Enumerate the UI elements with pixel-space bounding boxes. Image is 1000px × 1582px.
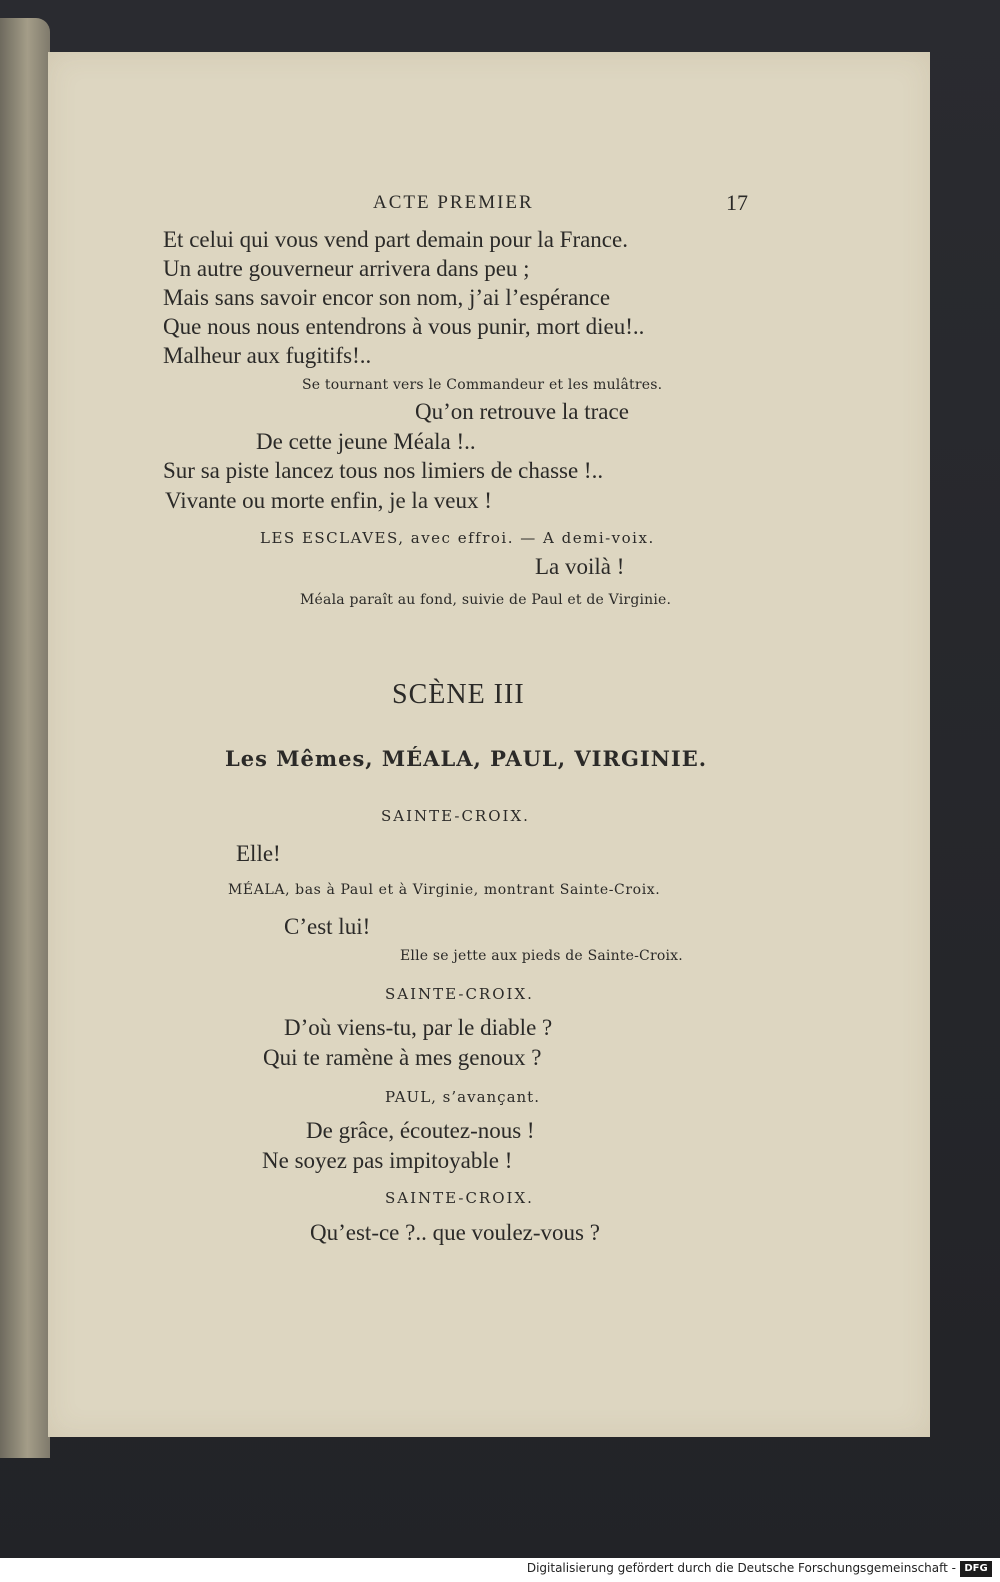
footer-bar <box>0 1558 1000 1582</box>
verse-line: Et celui qui vous vend part demain pour la France. <box>163 227 628 252</box>
verse-line: Qui te ramène à mes genoux ? <box>263 1045 542 1070</box>
speaker-name: SAINTE-CROIX. <box>385 985 534 1003</box>
running-head: ACTE PREMIER <box>373 192 534 213</box>
verse-line: Vivante ou morte enfin, je la veux ! <box>165 488 492 513</box>
verse-line: Qu’est-ce ?.. que voulez-vous ? <box>310 1220 600 1245</box>
verse-line: D’où viens-tu, par le diable ? <box>284 1015 553 1040</box>
verse-line: Que nous nous entendrons à vous punir, mort dieu!.. <box>163 314 645 339</box>
cast-list: Les Mêmes, MÉALA, PAUL, VIRGINIE. <box>225 746 708 771</box>
verse-line: Un autre gouverneur arrivera dans peu ; <box>163 256 530 281</box>
verse-line: Ne soyez pas impitoyable ! <box>262 1148 513 1173</box>
facing-page-edge <box>0 18 50 1458</box>
verse-line: De grâce, écoutez-nous ! <box>306 1118 535 1143</box>
speaker-line: MÉALA, bas à Paul et à Virginie, montrant Sainte-Croix. <box>228 882 661 898</box>
page-number: 17 <box>726 190 748 215</box>
verse-line: De cette jeune Méala !.. <box>256 429 476 454</box>
stage-direction: Se tournant vers le Commandeur et les mulâtres. <box>302 377 663 393</box>
verse-line: La voilà ! <box>535 554 625 579</box>
scene-title: SCÈNE III <box>392 679 525 710</box>
book-page <box>48 52 930 1437</box>
dfg-logo-icon: DFG <box>960 1561 992 1577</box>
stage-direction: Méala paraît au fond, suivie de Paul et de Virginie. <box>300 592 672 608</box>
verse-line: Mais sans savoir encor son nom, j’ai l’espérance <box>163 285 611 310</box>
footer-credit: Digitalisierung gefördert durch die Deutsche Forschungsgemeinschaft - <box>526 1561 956 1575</box>
verse-line: Qu’on retrouve la trace <box>415 399 629 424</box>
verse-line: Elle! <box>236 841 281 866</box>
speaker-line: PAUL, s’avançant. <box>385 1088 540 1106</box>
speaker-name: SAINTE-CROIX. <box>385 1189 534 1207</box>
verse-line: C’est lui! <box>284 914 371 939</box>
speaker-name: SAINTE-CROIX. <box>381 807 530 825</box>
stage-direction: Elle se jette aux pieds de Sainte-Croix. <box>400 948 683 964</box>
verse-line: Sur sa piste lancez tous nos limiers de chasse !.. <box>163 458 604 483</box>
verse-line: Malheur aux fugitifs!.. <box>163 343 372 368</box>
speaker-line: LES ESCLAVES, avec effroi. — A demi-voix. <box>260 529 655 547</box>
